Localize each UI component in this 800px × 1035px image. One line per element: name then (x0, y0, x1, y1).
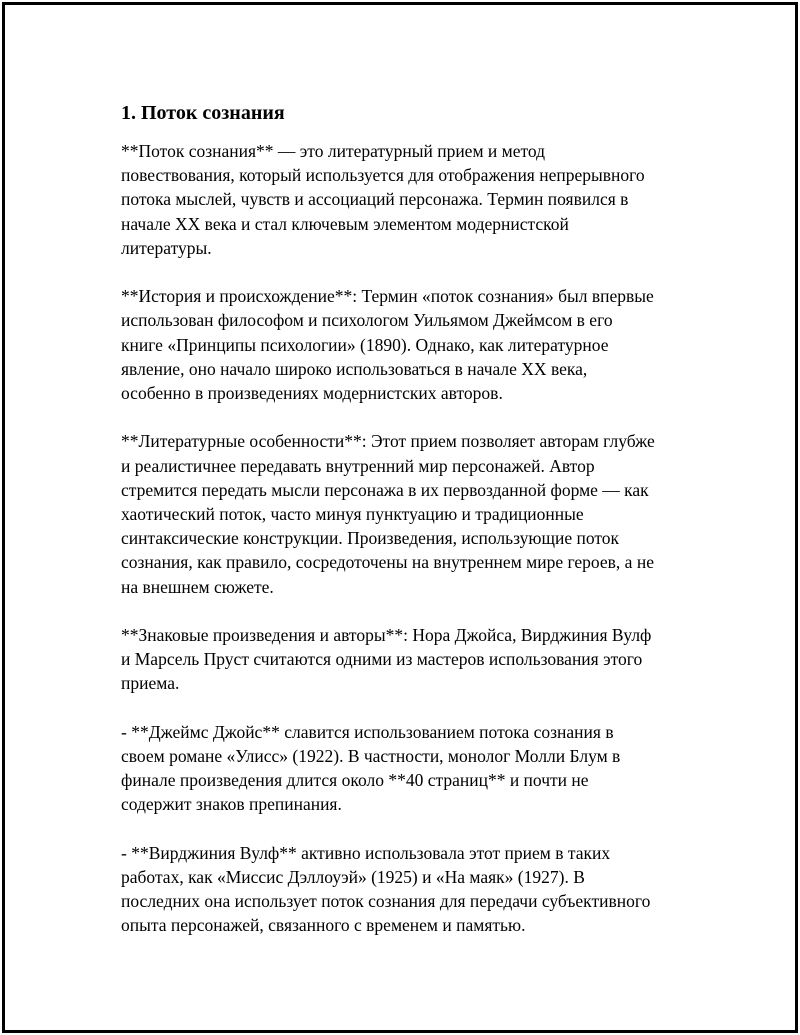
document-body (121, 101, 691, 962)
text-line: на внешнем сюжете. (121, 576, 274, 597)
text-line: содержит знаков препинания. (121, 794, 342, 815)
text-line: хаотический поток, часто минуя пунктуацию и традиционные (121, 504, 584, 525)
text-line: - **Вирджиния Вулф** активно использовала этот прием в таких (121, 842, 611, 863)
text-line: синтаксические конструкции. Произведения, использующие поток (121, 528, 620, 549)
paragraph-history (121, 284, 691, 405)
text-line: **Поток сознания** — это литературный прием и метод (121, 141, 546, 161)
text-line: последних она использует поток сознания для передачи субъективного (121, 891, 651, 912)
list-item-woolf (121, 841, 691, 938)
text-line: стремится передать мысли персонажа в их первозданной форме — как (121, 479, 649, 500)
text-line: **История и происхождение**: Термин «поток сознания» был впервые (121, 286, 654, 307)
paragraph-notable-works (121, 623, 691, 696)
text-line: опыта персонажей, связанного с временем и памятью. (121, 915, 526, 936)
text-line: литературы. (121, 237, 212, 258)
text-line: - **Джеймс Джойс** славится использованием потока сознания в (121, 721, 614, 742)
page-frame (2, 2, 798, 1033)
text-line: приема. (121, 673, 180, 694)
text-line: использован философом и психологом Уильямом Джеймсом в его (121, 310, 613, 331)
text-line: сознания, как правило, сосредоточены на внутреннем мире героев, а не (121, 552, 654, 573)
text-line: потока мыслей, чувств и ассоциаций персонажа. Термин появился в (121, 189, 629, 210)
text-line: своем романе «Улисс» (1922). В частности, монолог Молли Блум в (121, 746, 621, 767)
text-line: финале произведения длится около **40 страниц** и почти не (121, 770, 589, 791)
text-line: явление, оно начало широко использоваться в начале XX века, (121, 358, 588, 379)
text-line: работах, как «Миссис Дэллоуэй» (1925) и «На маяк» (1927). В (121, 867, 585, 888)
paragraph-features (121, 429, 691, 598)
text-line: и реалистичнее передавать внутренний мир персонажей. Автор (121, 455, 595, 476)
text-line: **Знаковые произведения и авторы**: Нора Джойса, Вирджиния Вулф (121, 625, 652, 646)
paragraph-definition (121, 139, 691, 260)
text-line: и Марсель Пруст считаются одними из мастеров использования этого (121, 649, 643, 670)
text-line: начале XX века и стал ключевым элементом модернистской (121, 213, 569, 234)
text-line: **Литературные особенности**: Этот прием позволяет авторам глубже (121, 431, 655, 452)
text-line: особенно в произведениях модернистских авторов. (121, 383, 503, 404)
text-line: повествования, который используется для отображения непрерывного (121, 165, 645, 186)
text-line: книге «Принципы психологии» (1890). Однако, как литературное (121, 334, 609, 355)
list-item-joyce (121, 720, 691, 817)
section-heading: 1. Поток сознания (121, 102, 285, 124)
